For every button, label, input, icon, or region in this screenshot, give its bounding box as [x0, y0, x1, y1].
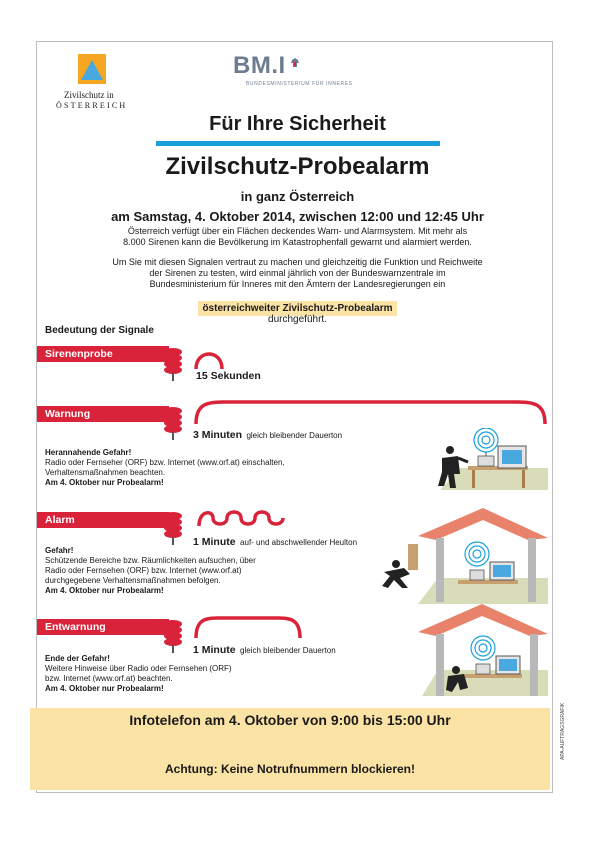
intro-end: durchgeführt. — [268, 314, 327, 325]
bmi-subtitle: BUNDESMINISTERIUM FÜR INNERES — [246, 81, 353, 87]
duration-warnung: 3 Minuten — [193, 429, 242, 441]
desc-alarm-1: Gefahr! — [45, 546, 74, 555]
bmi-logo: BM.I — [233, 52, 286, 79]
desc-alarm-5: Am 4. Oktober nur Probealarm! — [45, 586, 164, 595]
intro-line-2: 8.000 Sirenen kann die Bevölkerung im Katastrophenfall gewarnt und alarmiert werden. — [123, 237, 472, 247]
intro-line-3: Um Sie mit diesen Signalen vertraut zu machen und gleichzeitig die Funktion und Reichweite — [112, 257, 483, 267]
intro-line-5: Bundesministerium für Inneres mit den Ämtern der Landesregierungen ein — [149, 279, 446, 289]
desc-warnung-4: Am 4. Oktober nur Probealarm! — [45, 478, 164, 487]
siren-icon — [160, 407, 186, 446]
intro-line-1: Österreich verfügt über ein Flächen deckendes Warn- und Alarmsystem. Mit mehr als — [127, 226, 468, 236]
desc-warnung-2: Radio oder Fernseher (ORF) bzw. Internet (www.orf.at) einschalten, — [45, 458, 285, 467]
desc-alarm-3: Radio oder Fernsehen (ORF) bzw. Internet (www.orf.at) — [45, 566, 242, 575]
side-credit: APA-AUFTRAGSGRAFIK — [560, 702, 566, 760]
desc-entwarnung-2: Weitere Hinweise über Radio oder Fernsehen (ORF) — [45, 664, 232, 673]
desc-alarm — [45, 546, 375, 596]
signals-heading: Bedeutung der Signale — [45, 325, 154, 336]
title-probealarm: Zivilschutz-Probealarm — [165, 153, 430, 180]
desc-entwarnung-4: Am 4. Oktober nur Probealarm! — [45, 684, 164, 693]
siren-icon — [160, 348, 186, 387]
intro-line-4: der Sirenen zu testen, wird einmal jährlich von der Bundeswarnzentrale im — [149, 268, 446, 278]
signal-wave-alarm — [196, 506, 286, 535]
illustration-house-sitting — [412, 604, 550, 705]
eagle-icon — [290, 56, 300, 68]
section-bar-warnung: Warnung — [37, 406, 169, 422]
desc-entwarnung-3: bzw. Internet (www.orf.at) beachten. — [45, 674, 173, 683]
desc-entwarnung-1: Ende der Gefahr! — [45, 654, 110, 663]
desc-entwarnung — [45, 654, 375, 694]
section-bar-alarm: Alarm — [37, 512, 169, 528]
section-bar-entwarnung: Entwarnung — [37, 619, 169, 635]
zivilschutz-logo-line2: ÖSTERREICH — [56, 101, 128, 110]
highlight-probealarm: österreichweiter Zivilschutz-Probealarm — [198, 301, 396, 316]
warnung-duration-row — [193, 425, 342, 443]
date-line: am Samstag, 4. Oktober 2014, zwischen 12:00 und 12:45 Uhr — [111, 209, 484, 224]
section-bar-sirenenprobe: Sirenenprobe — [37, 346, 169, 362]
illustration-house-running — [378, 508, 550, 613]
info-phone: Infotelefon am 4. Oktober von 9:00 bis 15:00 Uhr — [129, 712, 451, 728]
tone-warnung: gleich bleibender Dauerton — [246, 431, 343, 440]
info-box — [30, 708, 550, 790]
desc-warnung-3: Verhaltensmaßnahmen beachten. — [45, 468, 166, 477]
tone-alarm: auf- und abschwellender Heulton — [240, 538, 358, 547]
tone-entwarnung: gleich bleibender Dauerton — [240, 646, 336, 655]
zivilschutz-logo-line1: Zivilschutz in — [64, 90, 114, 100]
duration-alarm: 1 Minute — [193, 536, 236, 548]
duration-entwarnung: 1 Minute — [193, 644, 236, 656]
blue-divider — [156, 141, 440, 146]
info-warning: Achtung: Keine Notrufnummern blockieren! — [164, 762, 415, 776]
title-sicherheit: Für Ihre Sicherheit — [209, 113, 386, 135]
desc-warnung — [45, 448, 375, 488]
desc-warnung-1: Herannahende Gefahr! — [45, 448, 132, 457]
subtitle-ganz-oesterreich: in ganz Österreich — [240, 189, 355, 204]
zivilschutz-logo — [78, 54, 106, 84]
illustration-person-tv — [420, 428, 550, 503]
desc-alarm-2: Schützende Bereiche bzw. Räumlichkeiten aufsuchen, über — [45, 556, 256, 565]
duration-sirenenprobe: 15 Sekunden — [196, 370, 261, 382]
desc-alarm-4: durchgegebene Verhaltensmaßnahmen befolgen. — [45, 576, 221, 585]
